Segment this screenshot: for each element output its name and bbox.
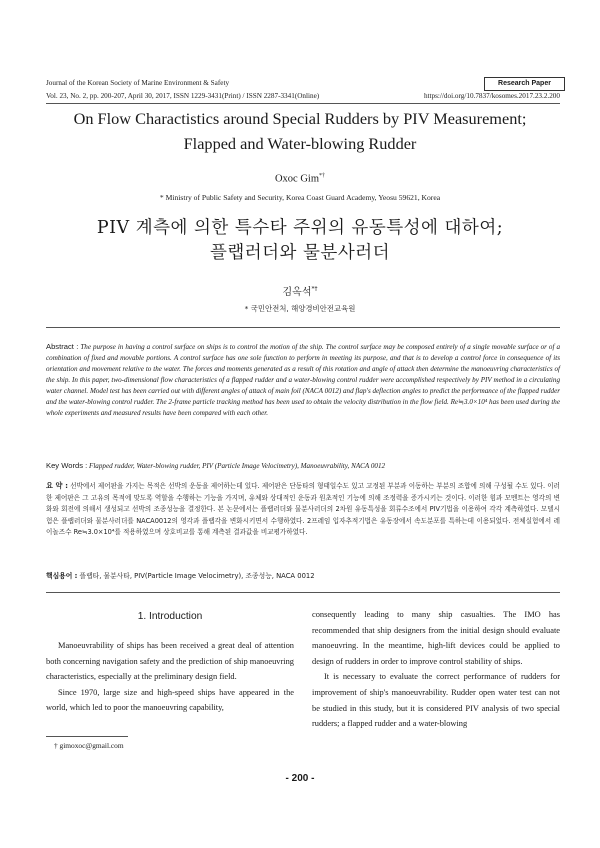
author-en-name: Oxoc Gim (274, 173, 320, 185)
korean-keywords (46, 571, 560, 582)
left-paragraph-2: Since 1970, large size and high-speed ships have appeared in the world, which led to poor the manoeuvring capability, (46, 687, 294, 713)
right-paragraph-2: It is necessary to evaluate the correct performance of rudders for improvement of ship's manoeuvrability. Rudder open water test can not be studied in this study, but it is considered PIV analysis of two special rudders; a flapped rudder and a water-blowing (312, 672, 560, 729)
author-en (30, 173, 570, 185)
title-en-line2: Flapped and Water-blowing Rudder (183, 134, 417, 153)
abstract-bottom-rule (46, 592, 560, 593)
volume-line: Vol. 23, No. 2, pp. 200-207, April 30, 2017, ISSN 1229-3431(Print) / ISSN 2287-3341(Online) (46, 92, 320, 100)
doi-link[interactable]: https://doi.org/10.7837/kosomes.2017.23.2.200 (423, 92, 560, 100)
korean-keywords-text: 플랩타, 물분사타, PIV(Particle Image Velocimetry), 조종성능, NACA 0012 (79, 572, 315, 580)
right-column (312, 607, 560, 732)
abstract-body: The purpose in having a control surface on ships is to control the motion of the ship. The control surface may be composed entirely of a single movable surface or of a combination of fixed and movable portions. A control surface has one sole function to perform in meeting its purpose, and that is to develop a control force in consequence of its orientation and movement relative to the water. The forces and moments generated as a result of this rotation and angle of attack then determine the manoeuvring characteristics of the ship. In this paper, two-dimensional flow characteristics of a flapped rudder and a water-blowing control rudder were accomplished respectively by PIV method in a circulating water channel. Model test has been carried out with different angles of attack of main foil (NACA 0012) and flap's deflection angles to predict the performance of the flapped rudder and the water-blowing control rudder. The 2-frame particle tracking method has been used to obtain the velocity distribution in the flow field. Re≒3.0×10⁴ has been used during the whole experiments and measured results have been compared with each other. (46, 343, 561, 417)
author-ko (30, 283, 570, 298)
title-en-line1: On Flow Charactistics around Special Rudders by PIV Measurement; (73, 109, 527, 128)
footnote-rule (46, 736, 128, 737)
korean-abstract-body: 선박에서 제어판을 가지는 목적은 선박의 운동을 제어하는데 있다. 제어판은 단동타의 형태일수도 있고 고정된 부분과 이동하는 부분의 조합에 의해 구성될 수도 있다. 이러한 제어판은 그 고유의 목적에 맞도록 역할을 수행하는 기능을 가지며, 유체와 상대적인 운동과 원초적인 기능에 의해 조정력을 증가시키는 것이다. 이러한 힘과 모멘트는 영각의 변화와 회전에 의해서 생성되고 선박의 조종성능을 결정한다. 본 논문에서는 플랩러더와 물분사러더의 2차원 유동특성을 회류수조에서 PIV기법을 이용하여 각각 계측하였다. 모델시험은 플랩러더와 물분사러더를 NACA0012의 영각과 플랩각을 변화시키면서 수행하였다. 2프레임 입자추적기법은 유동장에서 속도분포를 특하는데 이용되었다. 전체실험에서 레이놀즈수 Re≒3.0×10⁴를 적용하였으며 상호비교를 통해 계측된 결과값을 비교평가하였다. (46, 482, 560, 537)
left-paragraph-1: Manoeuvrability of ships has been received a great deal of attention both concerning navigation safety and the prediction of ship manoeuvring characteristics, especially at the preliminary design field. (46, 641, 294, 682)
keywords-text: Flapped rudder, Water-blowing rudder, PIV (Particle Image Velocimetry), Manoeuvrability, NACA 0012 (89, 462, 386, 470)
right-paragraph-1: consequently leading to many ship casualties. The IMO has recommended that ship designers from the initial design should evaluate manoeuvring. In the meantime, high-lift devices could be applied to design of rudders in order to improve control stability of ships. (312, 610, 560, 666)
page-number: - 200 - (285, 773, 315, 784)
title-ko-line1: PIV 계측에 의한 특수타 주위의 유동특성에 대하여; (96, 218, 504, 238)
left-column (46, 638, 294, 716)
section-title-introduction: 1. Introduction (137, 611, 203, 622)
research-paper-badge: Research Paper (484, 77, 565, 91)
abstract-top-rule (46, 327, 560, 328)
affiliation-en: * Ministry of Public Safety and Security, Korea Coast Guard Academy, Yeosu 59621, Korea (159, 193, 441, 202)
korean-abstract-label: 요 약 : (46, 481, 68, 490)
keywords-label: Key Words : (46, 461, 88, 470)
abstract-label: Abstract : (46, 342, 79, 351)
footnote-email: † gimoxoc@gmail.com (54, 741, 124, 750)
author-ko-sup: *† (311, 285, 318, 293)
keywords (46, 460, 560, 472)
author-en-sup: *† (319, 173, 326, 179)
affiliation-ko: * 국민안전처, 해양경비안전교육원 (244, 304, 356, 313)
author-ko-name: 김옥석 (282, 287, 312, 298)
abstract (46, 341, 560, 419)
korean-keywords-label: 핵심용어 : (46, 572, 78, 580)
header-rule (46, 103, 560, 104)
journal-name: Journal of the Korean Society of Marine Environment & Safety (46, 79, 230, 87)
title-ko-line2: 플랩러더와 물분사러더 (209, 243, 391, 263)
korean-abstract (46, 480, 560, 539)
